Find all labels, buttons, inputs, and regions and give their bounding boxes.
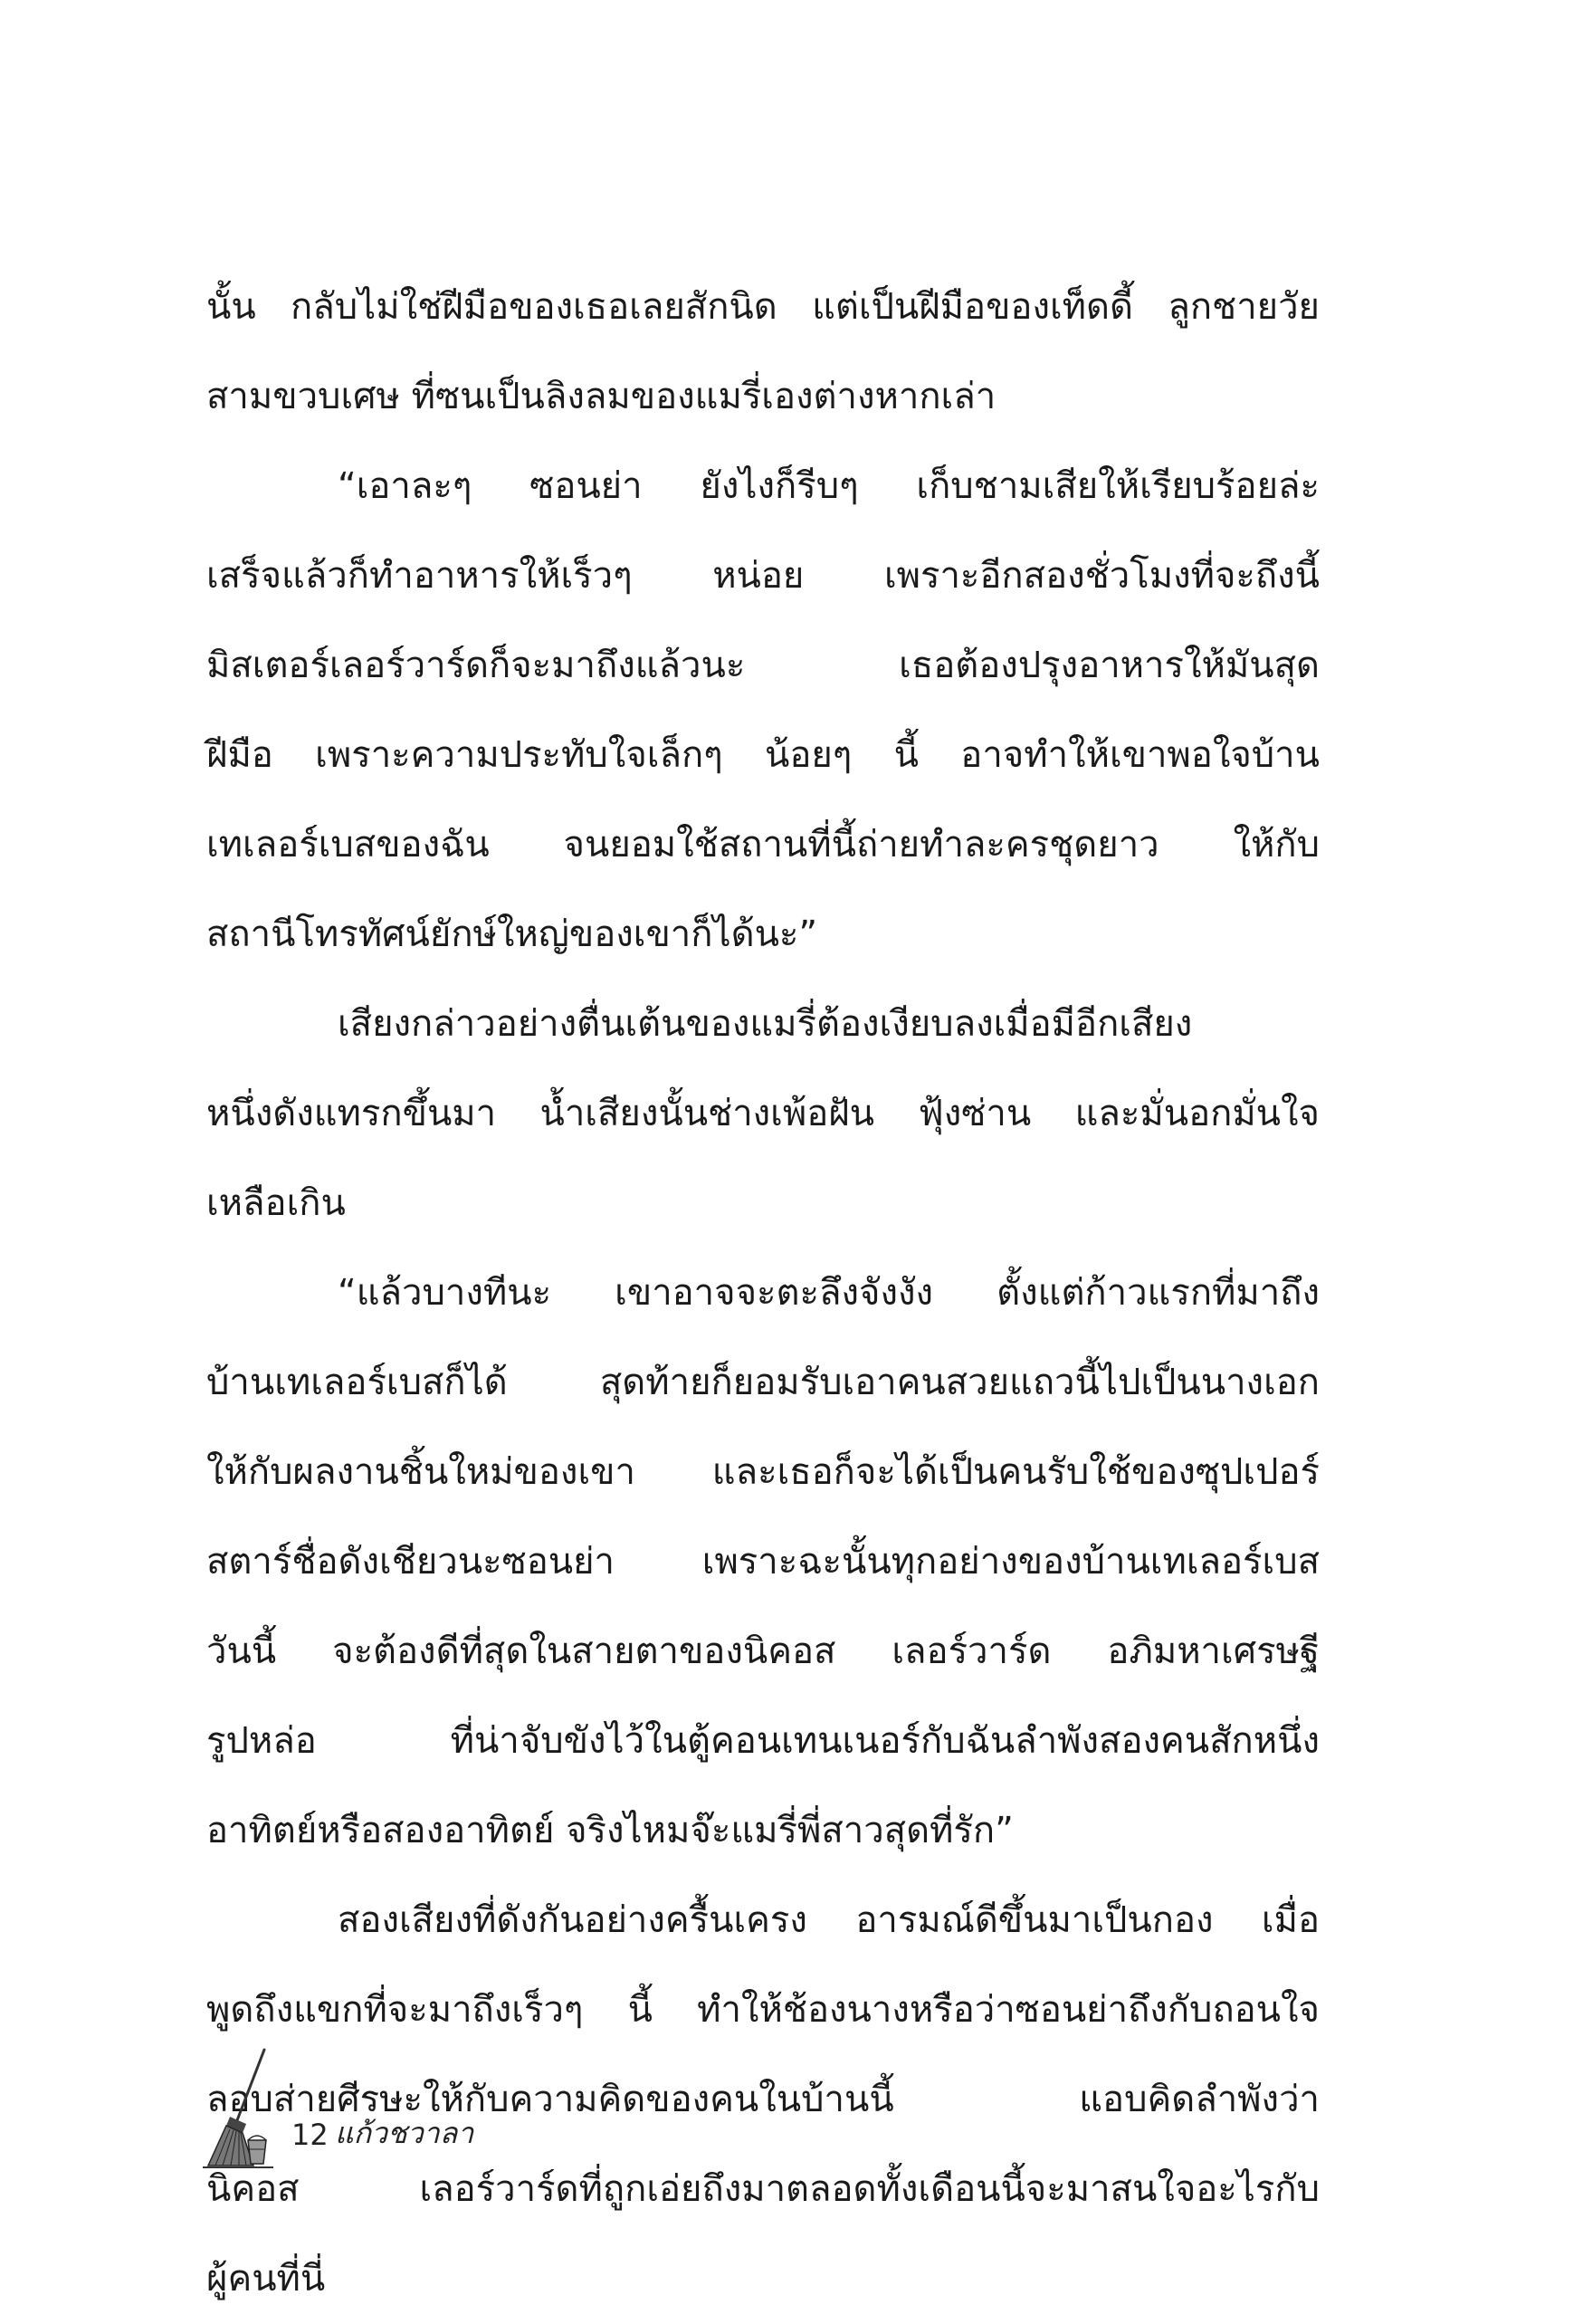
text-line: บ้านเทเลอร์เบสก็ได้ สุดท้ายก็ยอมรับเอาคนสวยแถวนี้ไปเป็นนางเอก [206,1362,1320,1403]
text-line: พูดถึงแขกที่จะมาถึงเร็วๆ นี้ ทำให้ช้องนางหรือว่าซอนย่าถึงกับถอนใจ [206,1989,1320,2031]
text-line: วันนี้ จะต้องดีที่สุดในสายตาของนิคอส เลอร์วาร์ด อภิมหาเศรษฐี [206,1631,1320,1672]
text-line: เหลือเกิน [206,1182,346,1224]
text-line: มิสเตอร์เลอร์วาร์ดก็จะมาถึงแล้วนะ เธอต้องปรุงอาหารให้มันสุด [206,645,1320,686]
text-line: หนึ่งดังแทรกขึ้นมา น้ำเสียงนั้นช่างเพ้อฝัน ฟุ้งซ่าน และมั่นอกมั่นใจ [206,1093,1320,1134]
book-title: แก้วชวาลา [335,2116,474,2150]
body-text [206,263,1320,2324]
text-line: อาทิตย์หรือสองอาทิตย์ จริงไหมจ๊ะแมรี่พี่สาวสุดที่รัก” [206,1810,1014,1851]
text-line: ผู้คนที่นี่ [206,2258,326,2300]
text-line: ลอบส่ายศีรษะให้กับความคิดของคนในบ้านนี้ แอบคิดลำพังว่า [206,2079,1320,2120]
text-line: สามขวบเศษ ที่ซนเป็นลิงลมของแมรี่เองต่างหากเล่า [206,376,997,417]
text-line: “แล้วบางทีนะ เขาอาจจะตะลึงจังงัง ตั้งแต่ก้าวแรกที่มาถึง [338,1272,1320,1314]
page-number: 12 [291,2118,329,2152]
text-line: นิคอส เลอร์วาร์ดที่ถูกเอ่ยถึงมาตลอดทั้งเดือนนี้จะมาสนใจอะไรกับ [206,2168,1320,2210]
text-line: รูปหล่อ ที่น่าจับขังไว้ในตู้คอนเทนเนอร์กับฉันลำพังสองคนสักหนึ่ง [206,1720,1320,1762]
broom-icon [190,2046,290,2173]
text-line: เทเลอร์เบสของฉัน จนยอมใช้สถานที่นี้ถ่ายทำละครชุดยาว ให้กับ [206,824,1320,866]
text-line: นั้น กลับไม่ใช่ฝีมือของเธอเลยสักนิด แต่เป็นฝีมือของเท็ดดี้ ลูกชายวัย [206,286,1320,328]
text-line: ฝีมือ เพราะความประทับใจเล็กๆ น้อยๆ นี้ อาจทำให้เขาพอใจบ้าน [206,734,1320,776]
text-line: ให้กับผลงานชิ้นใหม่ของเขา และเธอก็จะได้เป็นคนรับใช้ของซุปเปอร์ [206,1451,1320,1493]
text-line: สองเสียงที่ดังกันอย่างครื้นเครง อารมณ์ดีขึ้นมาเป็นกอง เมื่อ [338,1899,1320,1941]
text-line: สตาร์ชื่อดังเชียวนะซอนย่า เพราะฉะนั้นทุกอย่างของบ้านเทเลอร์เบส [206,1541,1320,1583]
text-line: เสร็จแล้วก็ทำอาหารให้เร็วๆ หน่อย เพราะอีกสองชั่วโมงที่จะถึงนี้ [206,555,1320,597]
text-line: สถานีโทรทัศน์ยักษ์ใหญ่ของเขาก็ได้นะ” [206,913,818,955]
text-line: “เอาละๆ ซอนย่า ยังไงก็รีบๆ เก็บชามเสียให้เรียบร้อยล่ะ [338,465,1320,507]
page-footer [190,2046,661,2173]
text-line: เสียงกล่าวอย่างตื่นเต้นของแมรี่ต้องเงียบลงเมื่อมีอีกเสียง [338,1003,1193,1045]
